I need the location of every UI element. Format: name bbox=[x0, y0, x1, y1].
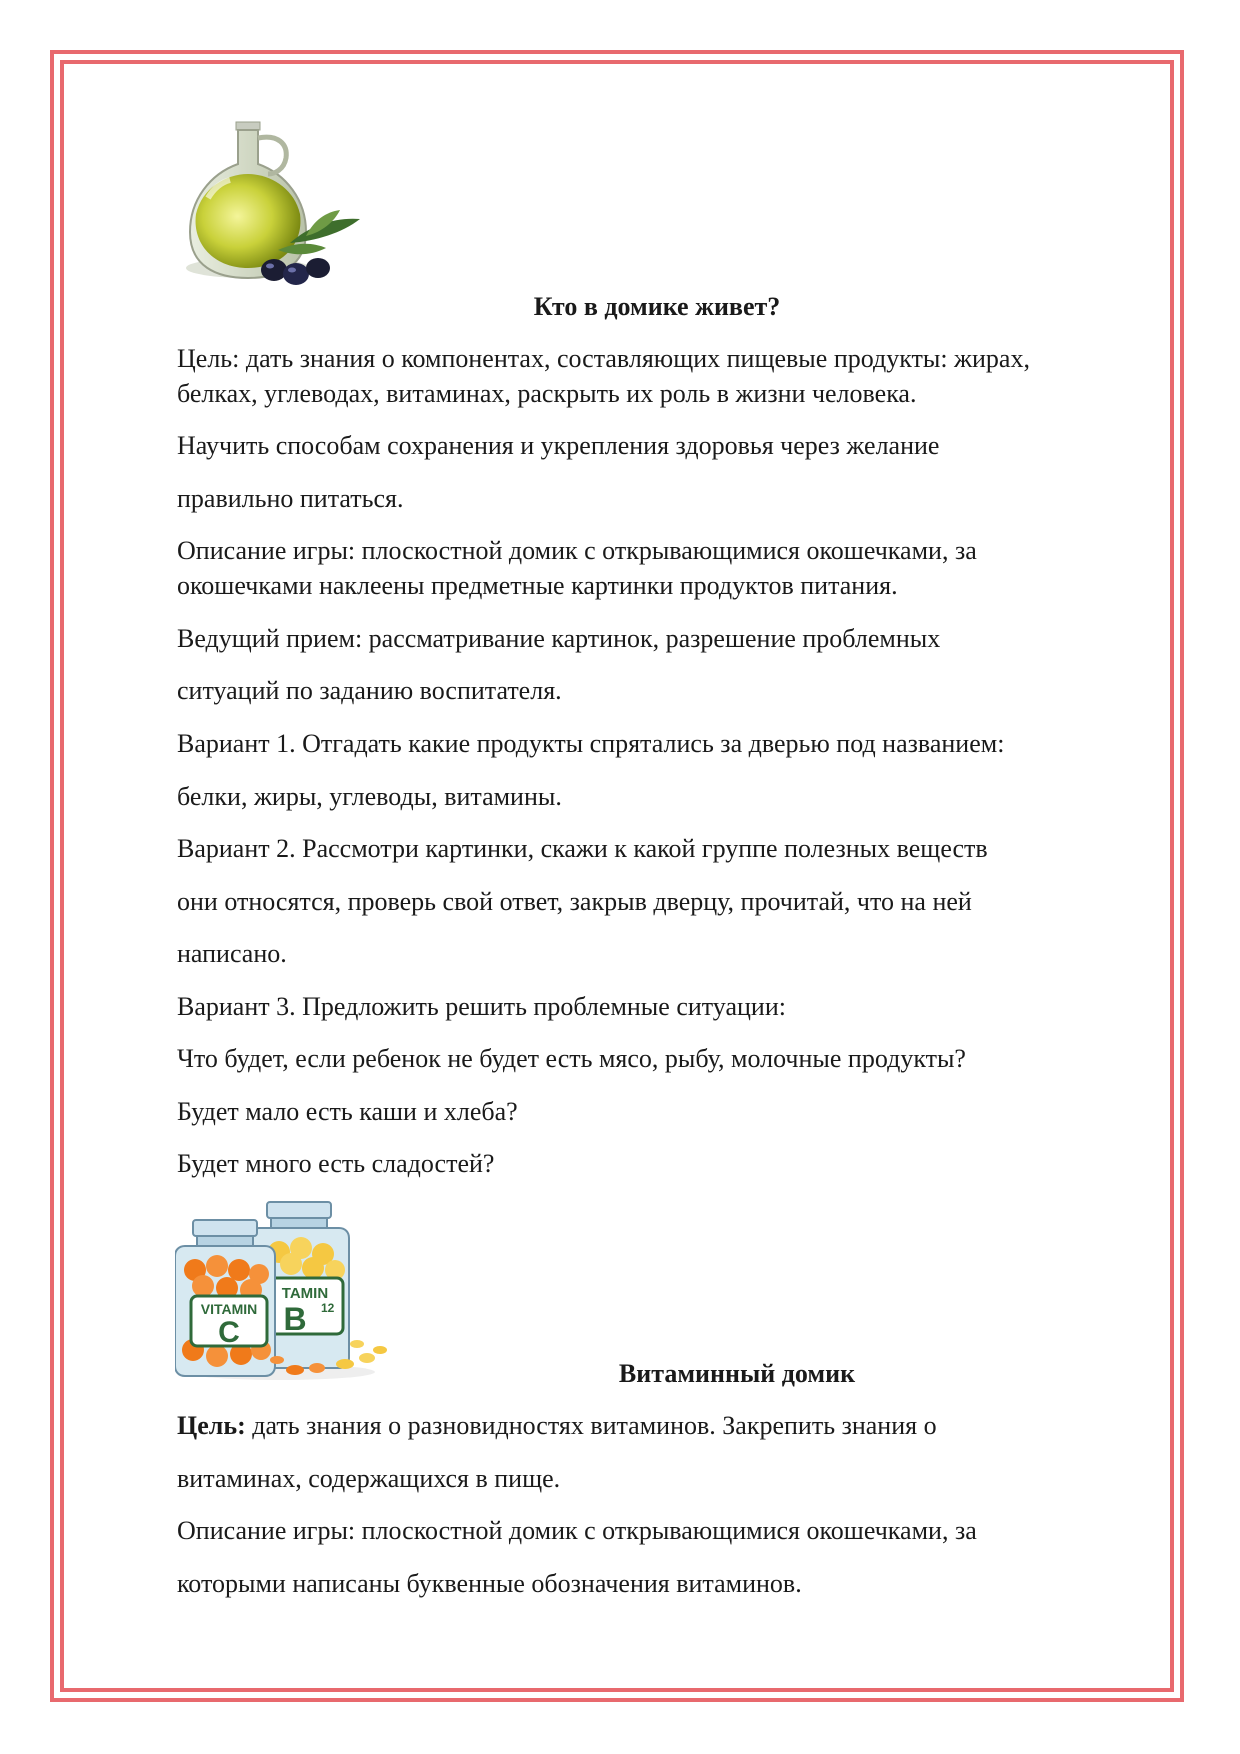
olive-oil-jar-image bbox=[178, 118, 364, 318]
game2-title: Витаминный домик bbox=[618, 1359, 856, 1388]
bottle-label-left-letter: C bbox=[218, 1316, 240, 1349]
game1-line-7: Ведущий прием: рассматривание картинок, разрешение проблемных bbox=[177, 624, 941, 653]
game2-goal-line bbox=[177, 1408, 1137, 1443]
game2-line-1: витаминах, содержащихся в пище. bbox=[177, 1464, 561, 1493]
game1-line-12: они относятся, проверь свой ответ, закрыв дверцу, прочитай, что на ней bbox=[177, 887, 972, 916]
game1-line-5: Описание игры: плоскостной домик с открывающимися окошечками, за bbox=[177, 536, 977, 565]
game2-line-3: которыми написаны буквенные обозначения витаминов. bbox=[177, 1569, 802, 1598]
game2-goal-text: дать знания о разновидностях витаминов. Закрепить знания о bbox=[245, 1411, 937, 1440]
game2-line-2: Описание игры: плоскостной домик с открывающимися окошечками, за bbox=[177, 1516, 977, 1545]
game1-line-9: Вариант 1. Отгадать какие продукты спрятались за дверью под названием: bbox=[177, 729, 1005, 758]
game1-line-8: ситуаций по заданию воспитателя. bbox=[177, 676, 562, 705]
game1-line-2: белках, углеводах, витаминах, раскрыть их роль в жизни человека. bbox=[177, 379, 917, 408]
game1-line-17: Будет много есть сладостей? bbox=[177, 1149, 495, 1178]
bottle-label-left-word: VITAMIN bbox=[200, 1301, 258, 1317]
bottle-label-right-word: TAMIN bbox=[281, 1285, 329, 1302]
game1-line-13: написано. bbox=[177, 939, 287, 968]
bottle-label-right-sup: 12 bbox=[321, 1301, 335, 1315]
game1-line-10: белки, жиры, углеводы, витамины. bbox=[177, 782, 562, 811]
game1-title: Кто в домике живет? bbox=[533, 292, 781, 321]
game1-line-4: правильно питаться. bbox=[177, 484, 404, 513]
game1-line-3: Научить способам сохранения и укрепления здоровья через желание bbox=[177, 431, 940, 460]
game1-line-16: Будет мало есть каши и хлеба? bbox=[177, 1097, 518, 1126]
game1-line-15: Что будет, если ребенок не будет есть мясо, рыбу, молочные продукты? bbox=[177, 1044, 966, 1073]
game1-line-6: окошечками наклеены предметные картинки продуктов питания. bbox=[177, 571, 898, 600]
game1-line-14: Вариант 3. Предложить решить проблемные ситуации: bbox=[177, 992, 786, 1021]
bottle-label-right-letter: B bbox=[283, 1301, 307, 1337]
game1-line-1: Цель: дать знания о компонентах, составляющих пищевые продукты: жирах, bbox=[177, 344, 1030, 373]
game2-goal-label: Цель: bbox=[177, 1411, 246, 1440]
game1-line-11: Вариант 2. Рассмотри картинки, скажи к какой группе полезных веществ bbox=[177, 834, 988, 863]
